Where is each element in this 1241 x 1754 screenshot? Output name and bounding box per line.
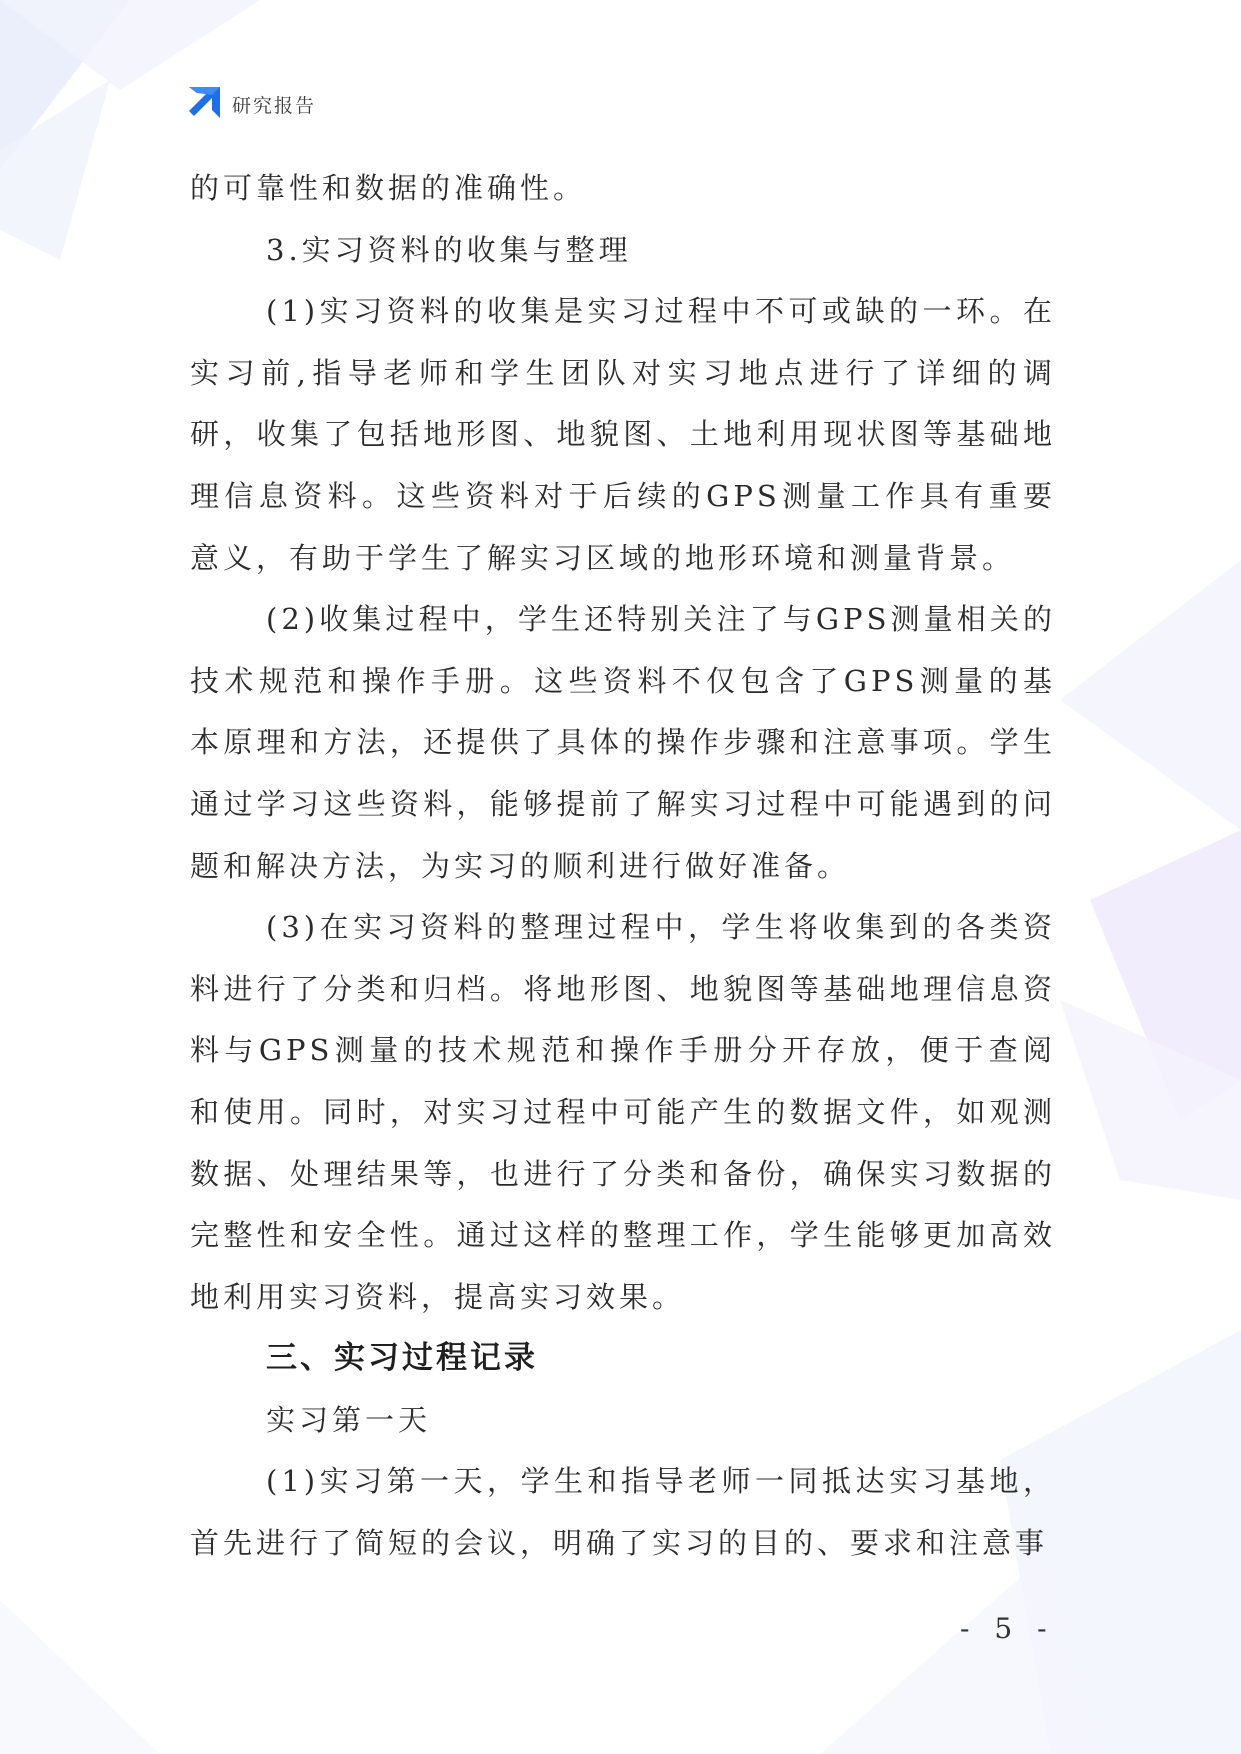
paragraph: (3)在实习资料的整理过程中，学生将收集到的各类资料进行了分类和归档。将地形图、地貌图等基础地理信息资料与GPS测量的技术规范和操作手册分开存放，便于查阅和使用。同时，对实习过程中可能产生的数据文件，如观测数据、处理结果等，也进行了分类和备份，确保实习数据的完整性和安全性。通过这样的整理工作，学生能够更加高效地利用实习资料，提高实习效果。: [190, 910, 1056, 1314]
header-title: 研究报告: [232, 94, 317, 117]
chapter-heading: 三、实习过程记录: [266, 1340, 538, 1377]
document-body: [190, 158, 1056, 1575]
arrow-up-right-icon: [186, 87, 220, 121]
paragraph: (1)实习资料的收集是实习过程中不可或缺的一环。在实习前,指导老师和学生团队对实习地点进行了详细的调研，收集了包括地形图、地貌图、土地利用现状图等基础地理信息资料。这些资料对于后续的GPS测量工作具有重要意义，有助于学生了解实习区域的地形环境和测量背景。: [190, 294, 1056, 575]
paragraph: (1)实习第一天，学生和指导老师一同抵达实习基地，首先进行了简短的会议，明确了实习的目的、要求和注意事: [190, 1464, 1056, 1561]
section-heading: 3.实习资料的收集与整理: [266, 232, 632, 267]
subsection-heading: 实习第一天: [266, 1402, 432, 1437]
paragraph: (2)收集过程中，学生还特别关注了与GPS测量相关的技术规范和操作手册。这些资料不仅包含了GPS测量的基本原理和方法，还提供了具体的操作步骤和注意事项。学生通过学习这些资料，能够提前了解实习过程中可能遇到的问题和解决方法，为实习的顺利进行做好准备。: [190, 602, 1056, 883]
intro-paragraph-tail: 的可靠性和数据的准确性。: [190, 171, 587, 205]
page-number: - 5 -: [960, 1612, 1055, 1645]
report-header: [186, 86, 316, 122]
